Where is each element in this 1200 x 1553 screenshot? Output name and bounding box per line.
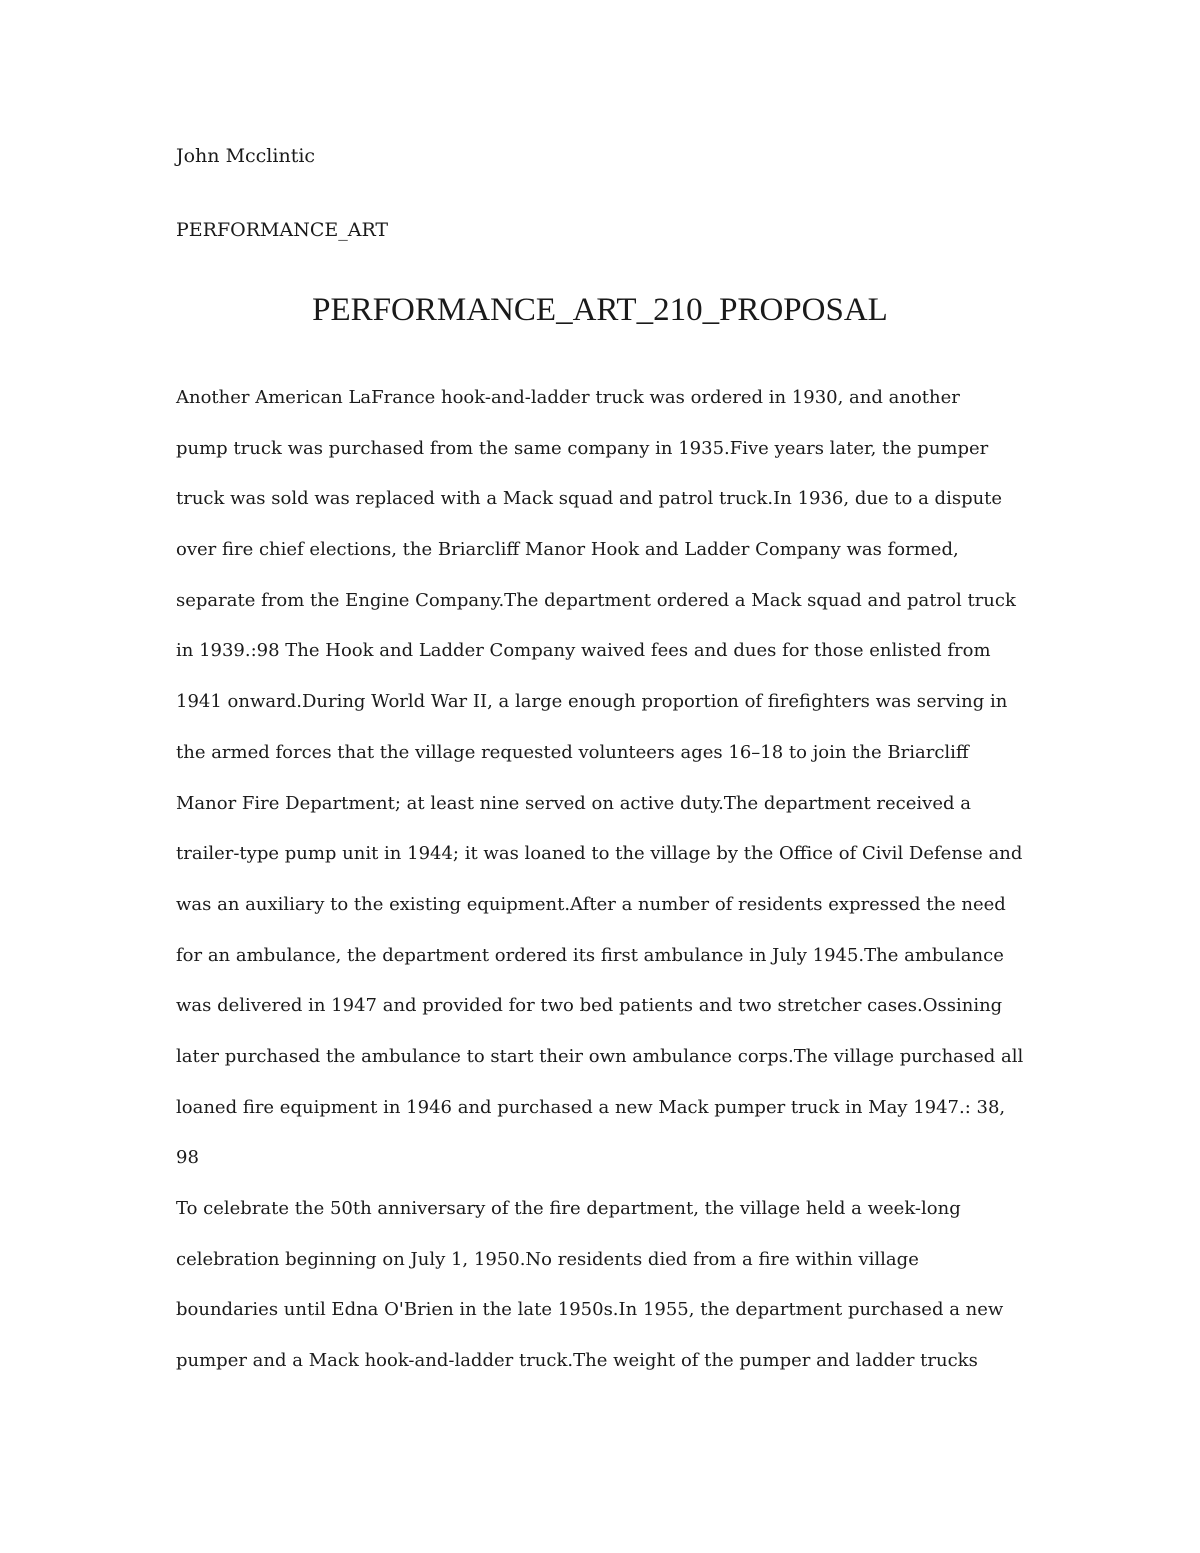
text-line: 1941 onward.During World War II, a large enough proportion of firefighters was serving in bbox=[176, 691, 1008, 713]
text-line: pump truck was purchased from the same company in 1935.Five years later, the pumper bbox=[176, 437, 989, 459]
author-name: John Mcclintic bbox=[176, 145, 316, 167]
course-name: PERFORMANCE_ART bbox=[176, 219, 389, 241]
text-line: pumper and a Mack hook-and-ladder truck.The weight of the pumper and ladder trucks bbox=[176, 1350, 978, 1372]
text-line: boundaries until Edna O'Brien in the late 1950s.In 1955, the department purchased a new bbox=[176, 1299, 1004, 1321]
text-line: celebration beginning on July 1, 1950.No residents died from a fire within village bbox=[176, 1248, 919, 1270]
text-line: trailer-type pump unit in 1944; it was loaned to the village by the Office of Civil Defense and bbox=[176, 843, 1023, 865]
body-text bbox=[176, 385, 1036, 1399]
text-line: truck was sold was replaced with a Mack squad and patrol truck.In 1936, due to a dispute bbox=[176, 488, 1003, 510]
text-line: later purchased the ambulance to start their own ambulance corps.The village purchased all bbox=[176, 1045, 1024, 1067]
text-line: was delivered in 1947 and provided for two bed patients and two stretcher cases.Ossining bbox=[176, 995, 1003, 1017]
text-line: was an auxiliary to the existing equipment.After a number of residents expressed the need bbox=[176, 893, 1006, 915]
text-line: the armed forces that the village requested volunteers ages 16–18 to join the Briarcliff bbox=[176, 741, 969, 763]
text-line: separate from the Engine Company.The department ordered a Mack squad and patrol truck bbox=[176, 589, 1016, 611]
text-line: To celebrate the 50th anniversary of the fire department, the village held a week-long bbox=[176, 1198, 961, 1219]
text-line: Another American LaFrance hook-and-ladder truck was ordered in 1930, and another bbox=[176, 387, 960, 408]
document-title: PERFORMANCE_ART_210_PROPOSAL bbox=[312, 292, 888, 328]
text-line: for an ambulance, the department ordered its first ambulance in July 1945.The ambulance bbox=[176, 944, 1004, 966]
text-line: loaned fire equipment in 1946 and purchased a new Mack pumper truck in May 1947.: 38, bbox=[176, 1096, 1006, 1118]
text-line: in 1939.:98 The Hook and Ladder Company waived fees and dues for those enlisted from bbox=[176, 640, 991, 662]
text-line: 98 bbox=[176, 1147, 199, 1169]
text-line: over fire chief elections, the Briarcliff Manor Hook and Ladder Company was formed, bbox=[176, 539, 959, 561]
text-line: Manor Fire Department; at least nine served on active duty.The department received a bbox=[176, 792, 971, 814]
